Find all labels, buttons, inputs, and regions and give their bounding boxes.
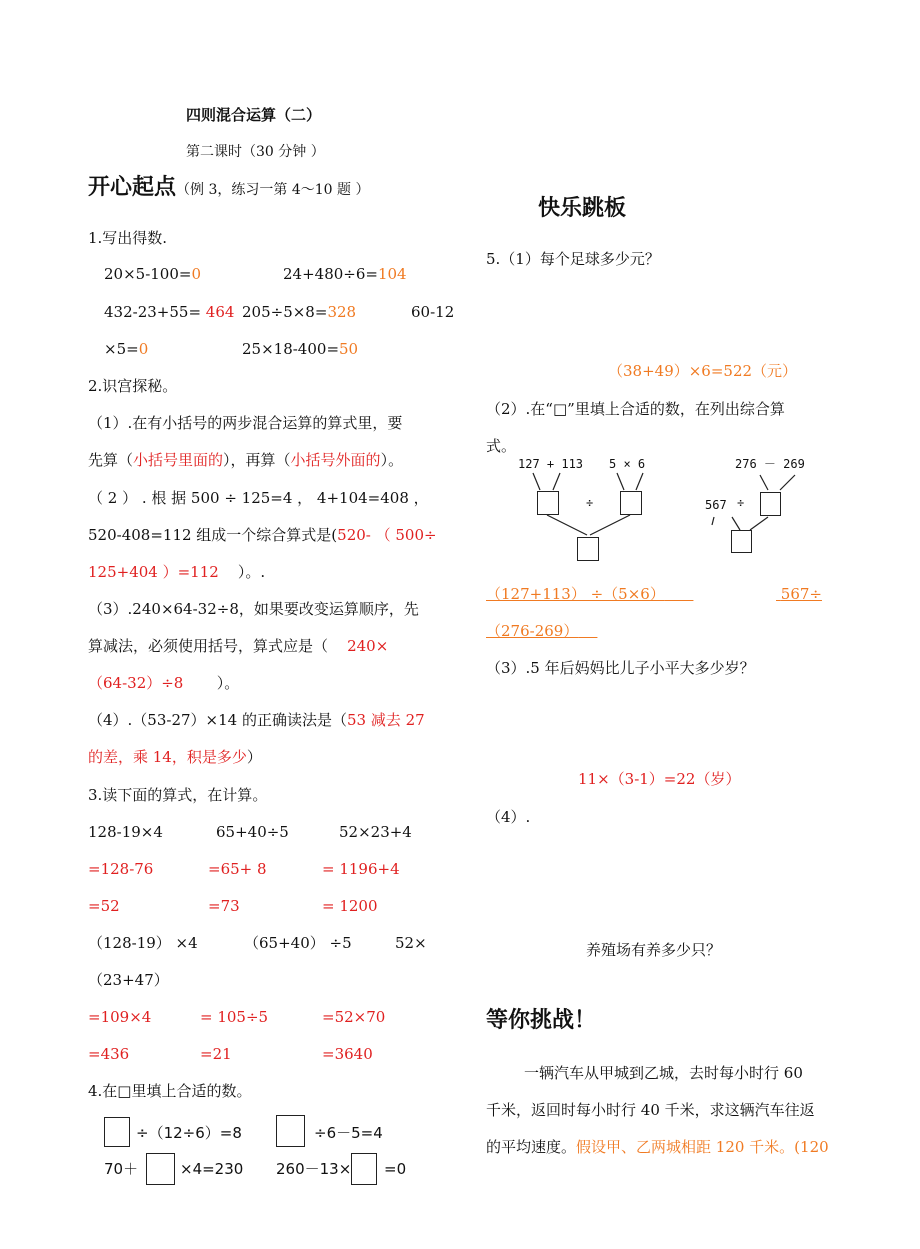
tree1-left-expr: 127 + 113 bbox=[518, 457, 584, 471]
q5-3-answer: 11×（3-1）=22（岁） bbox=[578, 770, 741, 788]
q4-e2: ÷6－5=4 bbox=[314, 1124, 383, 1142]
q5-3: （3）.5 年后妈妈比儿子小平大多少岁？ bbox=[486, 659, 755, 677]
q3-c1-0: 128-19×4 bbox=[88, 823, 163, 841]
q3-c2-2: =73 bbox=[208, 897, 240, 915]
q4-e4-pre: 260－13× bbox=[276, 1160, 352, 1178]
q2-p1-line2: 先算（小括号里面的），再算（小括号外面的）。 bbox=[88, 451, 404, 469]
tree2-op: ÷ bbox=[737, 496, 745, 510]
q3-d3-1: =52×70 bbox=[322, 1008, 386, 1026]
q4-e3-post: ×4=230 bbox=[180, 1160, 244, 1178]
q5-4-caption: 养殖场有养多少只？ bbox=[586, 941, 722, 959]
q1-label: 1.写出得数. bbox=[88, 229, 168, 247]
q4-blank-box bbox=[276, 1115, 305, 1147]
q1-r3a: ×5=0 bbox=[104, 340, 149, 358]
q1-r1b: 24+480÷6=104 bbox=[283, 265, 407, 283]
q2-p1-line1: （1）.在有小括号的两步混合运算的算式里，要 bbox=[88, 414, 403, 432]
q5-2-line2: 式。 bbox=[486, 437, 517, 455]
q4-label: 4.在□里填上合适的数。 bbox=[88, 1082, 252, 1100]
tree1-answer: （127+113） ÷（5×6） bbox=[486, 585, 665, 603]
q1-r2c: 60-12 bbox=[411, 303, 455, 321]
q3-d3-0: 52× bbox=[395, 934, 427, 952]
challenge-line1: 一辆汽车从甲城到乙城，去时每小时行 60 bbox=[524, 1064, 803, 1082]
tree1-op: ÷ bbox=[586, 496, 594, 510]
q2-p3-line2: 算减法，必须使用括号，算式应是（ 240× bbox=[88, 637, 389, 655]
q1-r2b: 205÷5×8=328 bbox=[242, 303, 357, 321]
q5-2-line1: （2）.在“□”里填上合适的数，在列出综合算 bbox=[486, 400, 785, 418]
q4-e1: ÷（12÷6）=8 bbox=[136, 1124, 242, 1142]
q4-blank-box bbox=[104, 1117, 130, 1147]
q3-d2-0: （65+40） ÷5 bbox=[244, 934, 352, 952]
q3-d3-wrap: （23+47） bbox=[88, 971, 169, 989]
q3-label: 3.读下面的算式，在计算。 bbox=[88, 786, 268, 804]
q4-e4-post: =0 bbox=[384, 1160, 407, 1178]
tree2-result-box bbox=[731, 530, 752, 553]
challenge-line2: 千米，返回时每小时行 40 千米，求这辆汽车往返 bbox=[486, 1101, 815, 1119]
q2-p4-line1: （4）.（53-27）×14 的正确读法是（53 减去 27 bbox=[88, 711, 425, 729]
page-subtitle: 第二课时（30 分钟 ） bbox=[186, 144, 325, 160]
section-heading-1 bbox=[88, 175, 369, 201]
q3-d2-1: = 105÷5 bbox=[200, 1008, 269, 1026]
q5-1-answer: （38+49）×6=522（元） bbox=[608, 362, 798, 380]
q5-4: （4）. bbox=[486, 808, 531, 826]
tree2-answer-b: （276-269） bbox=[486, 622, 579, 640]
q3-c1-1: =128-76 bbox=[88, 860, 154, 878]
page-title: 四则混合运算（二） bbox=[186, 106, 322, 124]
tree1-right-expr: 5 × 6 bbox=[609, 457, 646, 471]
tree2-left-value: 567 bbox=[705, 498, 727, 512]
q3-c2-1: =65+ 8 bbox=[208, 860, 267, 878]
section2-title: 快乐跳板 bbox=[538, 196, 627, 221]
q3-d3-2: =3640 bbox=[322, 1045, 373, 1063]
tree1-right-box bbox=[620, 491, 642, 515]
q2-p3-line3: （64-32）÷8 ）。 bbox=[88, 674, 240, 692]
q4-e3-pre: 70＋ bbox=[104, 1160, 139, 1178]
tree2-right-box bbox=[760, 492, 781, 516]
tree1-left-box bbox=[537, 491, 559, 515]
q4-blank-box bbox=[351, 1153, 377, 1185]
q3-d1-0: （128-19） ×4 bbox=[88, 934, 198, 952]
q1-r1a: 20×5-100=0 bbox=[104, 265, 202, 283]
q1-r3b: 25×18-400=50 bbox=[242, 340, 359, 358]
q3-c2-0: 65+40÷5 bbox=[216, 823, 289, 841]
q2-label: 2.识宫探秘。 bbox=[88, 377, 178, 395]
q5-1: 5.（1）每个足球多少元？ bbox=[486, 250, 660, 268]
section1-note: （例 3，练习一第 4～10 题 ） bbox=[176, 182, 370, 198]
q2-p2-line1: （ 2 ） . 根 据 500 ÷ 125=4 ， 4+104=408 ， bbox=[88, 489, 429, 507]
tree2-answer-a: 567÷ bbox=[780, 585, 822, 603]
section3-title: 等你挑战！ bbox=[486, 1008, 597, 1033]
q2-p4-line2: 的差，乘 14，积是多少） bbox=[88, 748, 262, 766]
tree2-top-expr: 276 － 269 bbox=[735, 457, 805, 471]
challenge-line3: 的平均速度。假设甲、乙两城相距 120 千米。(120 bbox=[486, 1138, 829, 1156]
q3-d1-2: =436 bbox=[88, 1045, 130, 1063]
q3-c3-0: 52×23+4 bbox=[339, 823, 412, 841]
q3-d1-1: =109×4 bbox=[88, 1008, 152, 1026]
q3-d2-2: =21 bbox=[200, 1045, 232, 1063]
q2-p3-line1: （3）.240×64-32÷8，如果要改变运算顺序，先 bbox=[88, 600, 419, 618]
q3-c3-2: = 1200 bbox=[322, 897, 378, 915]
q3-c1-2: =52 bbox=[88, 897, 120, 915]
tree1-result-box bbox=[577, 537, 599, 561]
q2-p2-line3: 125+404 ）=112 ）。. bbox=[88, 563, 266, 581]
q1-r2a: 432-23+55= 464 bbox=[104, 303, 235, 321]
q4-blank-box bbox=[146, 1153, 175, 1185]
section1-title: 开心起点 bbox=[88, 175, 177, 200]
q3-c3-1: = 1196+4 bbox=[322, 860, 400, 878]
q2-p2-line2: 520-408=112 组成一个综合算式是(520- （ 500÷ bbox=[88, 526, 437, 544]
